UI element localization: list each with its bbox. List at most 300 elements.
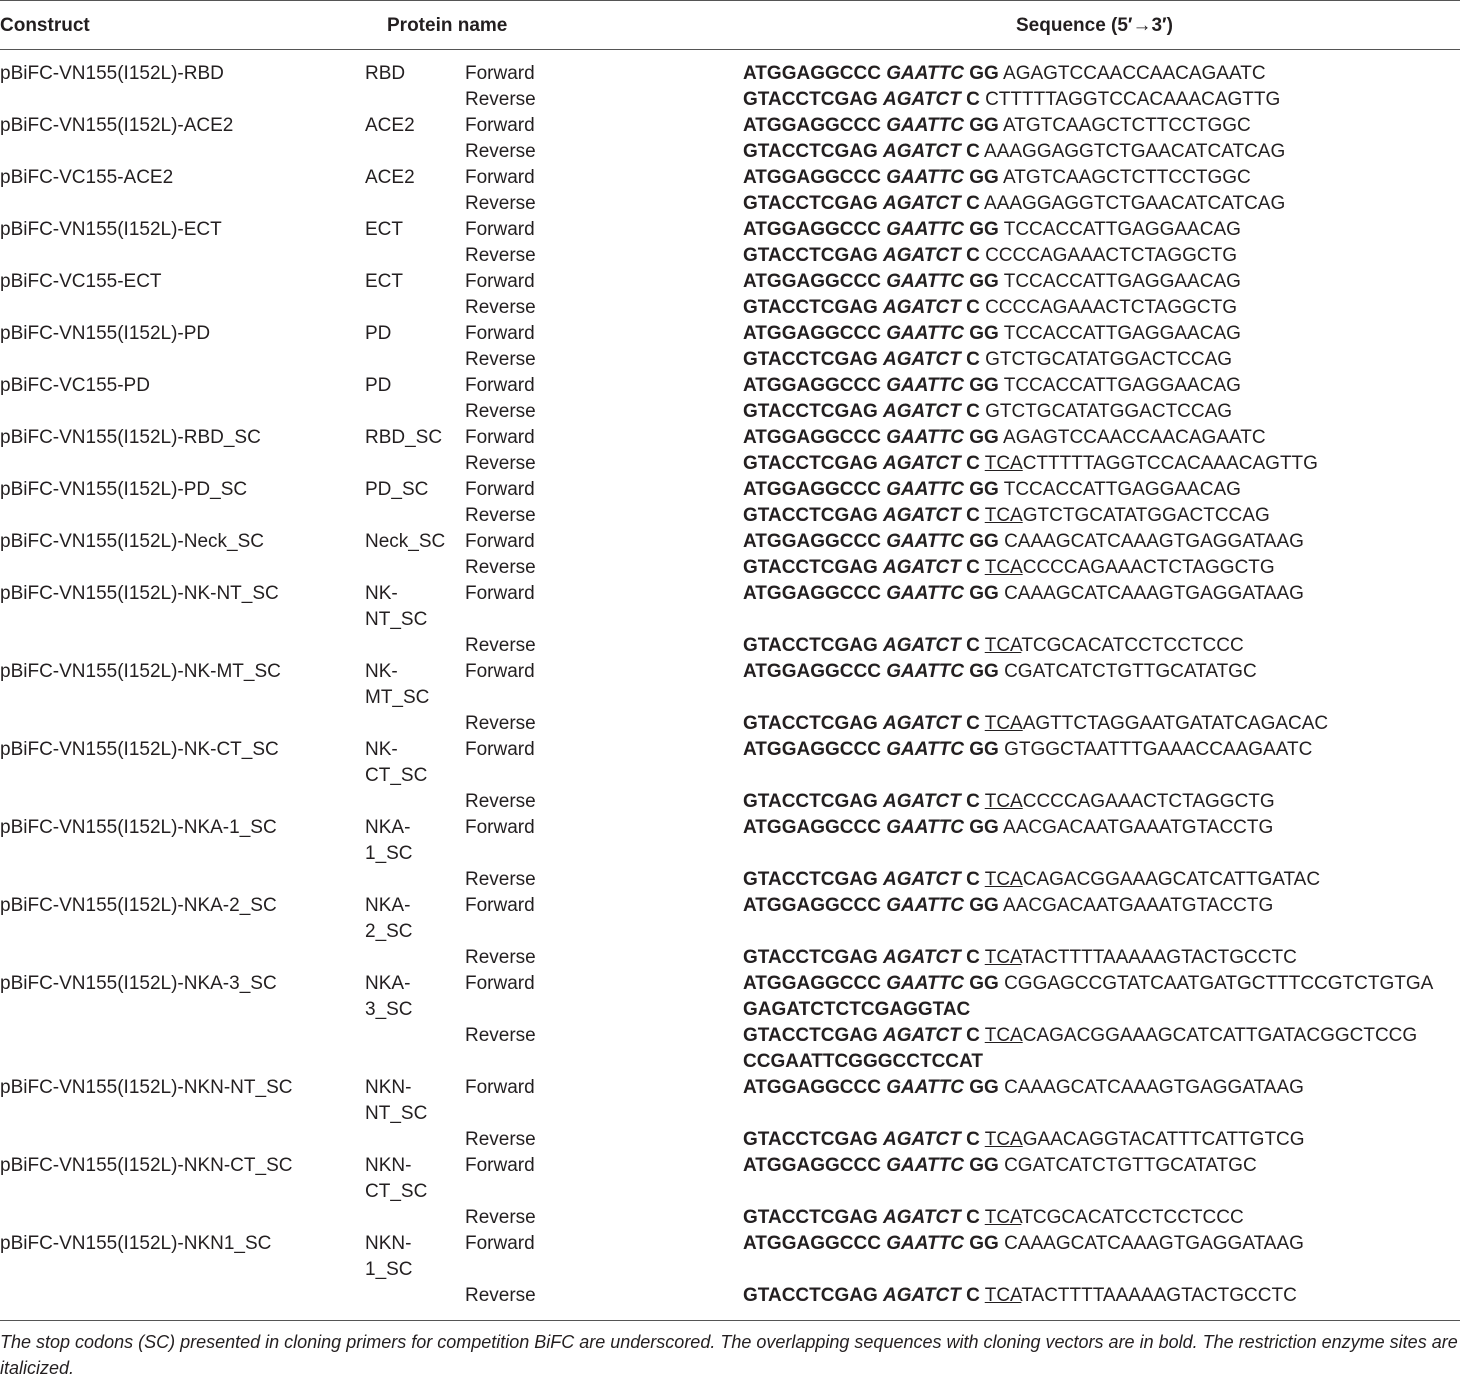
primer-sequence (743, 633, 1244, 659)
restriction-site: AGATCT (883, 89, 961, 110)
overlap-tail: C (966, 193, 980, 214)
overlap-tail: C (966, 453, 980, 474)
primer-direction-reverse: Reverse (465, 1025, 536, 1046)
primer-sequence (743, 477, 1241, 503)
primer-sequence (743, 789, 1275, 815)
stop-codon: TCA (984, 557, 1023, 578)
primer-direction-reverse: Reverse (465, 297, 536, 318)
restriction-site: AGATCT (883, 635, 961, 656)
protein-name-line: NK- (365, 661, 398, 682)
primer-sequence (743, 61, 1266, 87)
vector-overlap: GTACCTCGAG (743, 245, 878, 266)
protein-name-line: 2_SC (365, 921, 413, 942)
primer-sequence (743, 399, 1232, 425)
overlap-tail: GG (969, 1155, 999, 1176)
vector-overlap: ATGGAGGCCC (743, 63, 881, 84)
overlap-tail: C (966, 401, 980, 422)
restriction-site: AGATCT (883, 1025, 961, 1046)
primer-sequence (743, 893, 1273, 919)
overlap-tail: GG (969, 895, 999, 916)
restriction-site: AGATCT (883, 505, 961, 526)
vector-overlap: ATGGAGGCCC (743, 375, 881, 396)
protein-name (365, 1153, 427, 1205)
restriction-site: GAATTC (886, 271, 964, 292)
primer-sequence (743, 581, 1304, 607)
overlap-tail: C (966, 869, 980, 890)
primer-direction-reverse: Reverse (465, 1285, 536, 1306)
stop-codon: TCA (984, 1129, 1023, 1150)
primer-sequence (743, 1127, 1305, 1153)
primer-direction-reverse: Reverse (465, 245, 536, 266)
gene-specific-sequence: GTCTGCATATGGACTCCAG (1022, 505, 1270, 526)
protein-name (365, 425, 442, 451)
stop-codon: TCA (984, 791, 1023, 812)
protein-name-line: NT_SC (365, 609, 428, 630)
gene-specific-sequence: AGAGTCCAACCAACAGAATC (1003, 427, 1266, 448)
overlap-tail: C (966, 557, 980, 578)
vector-overlap: ATGGAGGCCC (743, 739, 881, 760)
vector-overlap: ATGGAGGCCC (743, 427, 881, 448)
restriction-site: GAATTC (886, 63, 964, 84)
restriction-site: AGATCT (883, 791, 961, 812)
vector-overlap: GTACCTCGAG (743, 869, 878, 890)
primer-sequence (743, 113, 1251, 139)
sequence-continuation: CCGAATTCGGGCCTCCAT (743, 1051, 983, 1072)
stop-codon: TCA (984, 869, 1023, 890)
overlap-tail: GG (969, 375, 999, 396)
primer-direction-reverse: Reverse (465, 349, 536, 370)
primer-sequence (743, 217, 1241, 243)
primer-sequence (743, 1205, 1244, 1231)
vector-overlap: ATGGAGGCCC (743, 1155, 881, 1176)
gene-specific-sequence: GTCTGCATATGGACTCCAG (985, 401, 1233, 422)
primer-direction-forward: Forward (465, 1077, 535, 1098)
protein-name (365, 477, 428, 503)
primer-sequence (743, 373, 1241, 399)
gene-specific-sequence: CAAAGCATCAAAGTGAGGATAAG (1004, 531, 1304, 552)
protein-name (365, 815, 413, 867)
vector-overlap: GTACCTCGAG (743, 349, 878, 370)
stop-codon: TCA (984, 635, 1022, 656)
gene-specific-sequence: AACGACAATGAAATGTACCTG (1003, 817, 1274, 838)
construct-name: pBiFC-VC155-ACE2 (0, 167, 174, 188)
restriction-site: AGATCT (883, 557, 961, 578)
primer-direction-forward: Forward (465, 219, 535, 240)
primer-direction-forward: Forward (465, 1233, 535, 1254)
primer-sequence (743, 451, 1318, 477)
vector-overlap: ATGGAGGCCC (743, 219, 881, 240)
restriction-site: GAATTC (886, 427, 964, 448)
protein-name-line: NKN- (365, 1233, 412, 1254)
overlap-tail: C (966, 1207, 980, 1228)
construct-name: pBiFC-VN155(I152L)-NKA-3_SC (0, 973, 277, 994)
restriction-site: GAATTC (886, 219, 964, 240)
vector-overlap: ATGGAGGCCC (743, 817, 881, 838)
construct-name: pBiFC-VN155(I152L)-NK-MT_SC (0, 661, 281, 682)
protein-name (365, 321, 391, 347)
vector-overlap: GTACCTCGAG (743, 947, 878, 968)
overlap-tail: GG (969, 479, 999, 500)
primer-direction-reverse: Reverse (465, 1129, 536, 1150)
primer-sequence (743, 321, 1241, 347)
vector-overlap: GTACCTCGAG (743, 1025, 878, 1046)
protein-name (365, 113, 415, 139)
vector-overlap: GTACCTCGAG (743, 557, 878, 578)
primer-sequence (743, 139, 1285, 165)
protein-name-line: NKA- (365, 973, 411, 994)
vector-overlap: GTACCTCGAG (743, 505, 878, 526)
gene-specific-sequence: TCCACCATTGAGGAACAG (1003, 375, 1241, 396)
gene-specific-sequence: GTGGCTAATTTGAAACCAAGAATC (1004, 739, 1313, 760)
protein-name-line: NT_SC (365, 1103, 428, 1124)
protein-name-line: NKN- (365, 1077, 412, 1098)
vector-overlap: ATGGAGGCCC (743, 323, 881, 344)
restriction-site: GAATTC (886, 531, 964, 552)
vector-overlap: ATGGAGGCCC (743, 973, 881, 994)
primer-direction-reverse: Reverse (465, 453, 536, 474)
overlap-tail: GG (969, 427, 999, 448)
primer-sequence (743, 815, 1273, 841)
overlap-tail: GG (969, 219, 999, 240)
protein-name (365, 893, 413, 945)
construct-name: pBiFC-VN155(I152L)-ACE2 (0, 115, 234, 136)
overlap-tail: GG (969, 739, 999, 760)
primer-direction-forward: Forward (465, 1155, 535, 1176)
primer-sequence (743, 347, 1232, 373)
restriction-site: AGATCT (883, 297, 961, 318)
primer-direction-forward: Forward (465, 271, 535, 292)
vector-overlap: GTACCTCGAG (743, 1285, 878, 1306)
vector-overlap: ATGGAGGCCC (743, 661, 881, 682)
primer-direction-forward: Forward (465, 479, 535, 500)
restriction-site: GAATTC (886, 973, 964, 994)
construct-name: pBiFC-VN155(I152L)-PD_SC (0, 479, 248, 500)
stop-codon: TCA (984, 1025, 1023, 1046)
stop-codon: TCA (984, 453, 1023, 474)
overlap-tail: C (966, 1025, 980, 1046)
protein-name-line: 3_SC (365, 999, 413, 1020)
primer-direction-forward: Forward (465, 817, 535, 838)
overlap-tail: C (966, 947, 980, 968)
protein-name-line: NK- (365, 739, 398, 760)
restriction-site: GAATTC (886, 167, 964, 188)
protein-name-line: ACE2 (365, 115, 415, 136)
gene-specific-sequence: AACGACAATGAAATGTACCTG (1003, 895, 1274, 916)
gene-specific-sequence: CAGACGGAAAGCATCATTGATAC (1022, 869, 1321, 890)
overlap-tail: GG (969, 1077, 999, 1098)
construct-name: pBiFC-VN155(I152L)-RBD (0, 63, 224, 84)
overlap-tail: GG (969, 531, 999, 552)
bottom-rule (0, 1320, 1460, 1321)
primer-direction-reverse: Reverse (465, 791, 536, 812)
overlap-tail: C (966, 297, 980, 318)
vector-overlap: GTACCTCGAG (743, 713, 878, 734)
protein-name (365, 269, 403, 295)
primer-direction-forward: Forward (465, 375, 535, 396)
primer-sequence (743, 1023, 1417, 1049)
vector-overlap: GTACCTCGAG (743, 1129, 878, 1150)
overlap-tail: GG (969, 1233, 999, 1254)
overlap-tail: C (966, 791, 980, 812)
construct-name: pBiFC-VN155(I152L)-ECT (0, 219, 222, 240)
overlap-tail: C (966, 245, 980, 266)
restriction-site: GAATTC (886, 375, 964, 396)
primer-sequence (743, 529, 1304, 555)
vector-overlap: GTACCTCGAG (743, 453, 878, 474)
overlap-tail: C (966, 1285, 980, 1306)
construct-name: pBiFC-VN155(I152L)-NKN-CT_SC (0, 1155, 293, 1176)
primer-direction-forward: Forward (465, 531, 535, 552)
gene-specific-sequence: AAAGGAGGTCTGAACATCATCAG (984, 141, 1286, 162)
overlap-tail: GG (969, 115, 999, 136)
restriction-site: AGATCT (883, 947, 961, 968)
primer-sequence (743, 659, 1257, 685)
restriction-site: GAATTC (886, 323, 964, 344)
construct-name: pBiFC-VN155(I152L)-PD (0, 323, 211, 344)
vector-overlap: ATGGAGGCCC (743, 479, 881, 500)
construct-name: pBiFC-VN155(I152L)-NKN1_SC (0, 1233, 272, 1254)
gene-specific-sequence: AGTTCTAGGAATGATATCAGACAC (1022, 713, 1329, 734)
protein-name (365, 1075, 427, 1127)
primer-sequence (743, 243, 1237, 269)
protein-name-line: 1_SC (365, 843, 413, 864)
gene-specific-sequence: TCCACCATTGAGGAACAG (1003, 479, 1241, 500)
restriction-site: GAATTC (886, 479, 964, 500)
protein-name-line: NKN- (365, 1155, 412, 1176)
vector-overlap: GTACCTCGAG (743, 791, 878, 812)
vector-overlap: GTACCTCGAG (743, 89, 878, 110)
gene-specific-sequence: CCCCAGAAACTCTAGGCTG (1022, 557, 1275, 578)
restriction-site: AGATCT (883, 453, 961, 474)
construct-name: pBiFC-VN155(I152L)-RBD_SC (0, 427, 261, 448)
primer-sequence (743, 165, 1251, 191)
vector-overlap: GTACCTCGAG (743, 635, 878, 656)
restriction-site: AGATCT (883, 193, 961, 214)
overlap-tail: GG (969, 323, 999, 344)
gene-specific-sequence: AGAGTCCAACCAACAGAATC (1003, 63, 1266, 84)
primer-sequence (743, 1231, 1304, 1257)
primer-direction-reverse: Reverse (465, 401, 536, 422)
primer-direction-forward: Forward (465, 167, 535, 188)
primer-direction-reverse: Reverse (465, 635, 536, 656)
restriction-site: AGATCT (883, 713, 961, 734)
protein-name-line: RBD_SC (365, 427, 443, 448)
gene-specific-sequence: CCCCAGAAACTCTAGGCTG (985, 245, 1238, 266)
restriction-site: AGATCT (883, 869, 961, 890)
protein-name-line: NKA- (365, 895, 411, 916)
primer-sequence (743, 711, 1328, 737)
header-rule (0, 49, 1460, 50)
gene-specific-sequence: CGATCATCTGTTGCATATGC (1004, 661, 1257, 682)
primer-direction-reverse: Reverse (465, 557, 536, 578)
restriction-site: AGATCT (883, 141, 961, 162)
construct-name: pBiFC-VN155(I152L)-Neck_SC (0, 531, 264, 552)
primer-direction-forward: Forward (465, 583, 535, 604)
overlap-tail: GG (969, 661, 999, 682)
primer-sequence (743, 1075, 1304, 1101)
protein-name (365, 1231, 413, 1283)
stop-codon: TCA (984, 713, 1023, 734)
gene-specific-sequence: CTTTTTAGGTCCACAAACAGTTG (985, 89, 1281, 110)
construct-name: pBiFC-VC155-ECT (0, 271, 162, 292)
restriction-site: AGATCT (883, 1129, 961, 1150)
restriction-site: GAATTC (886, 661, 964, 682)
primer-direction-forward: Forward (465, 661, 535, 682)
vector-overlap: ATGGAGGCCC (743, 1233, 881, 1254)
restriction-site: GAATTC (886, 1155, 964, 1176)
vector-overlap: GTACCTCGAG (743, 297, 878, 318)
protein-name-line: PD (365, 375, 392, 396)
primer-sequence (743, 503, 1270, 529)
primer-direction-forward: Forward (465, 63, 535, 84)
overlap-tail: C (966, 505, 980, 526)
overlap-tail: GG (969, 167, 999, 188)
restriction-site: GAATTC (886, 739, 964, 760)
gene-specific-sequence: CCCCAGAAACTCTAGGCTG (1022, 791, 1275, 812)
protein-name (365, 217, 403, 243)
primer-direction-reverse: Reverse (465, 713, 536, 734)
protein-name-line: ECT (365, 219, 403, 240)
protein-name (365, 581, 427, 633)
protein-name-line: 1_SC (365, 1259, 413, 1280)
protein-name (365, 61, 405, 87)
overlap-tail: C (966, 89, 980, 110)
overlap-tail: C (966, 713, 980, 734)
gene-specific-sequence: CGGAGCCGTATCAATGATGCTTTCCGTCTGTGA (1004, 973, 1434, 994)
primer-sequence (743, 555, 1275, 581)
overlap-tail: C (966, 1129, 980, 1150)
protein-name-line: CT_SC (365, 765, 428, 786)
gene-specific-sequence: CAAAGCATCAAAGTGAGGATAAG (1004, 583, 1304, 604)
overlap-tail: C (966, 635, 980, 656)
primer-direction-reverse: Reverse (465, 869, 536, 890)
protein-name-line: RBD (365, 63, 406, 84)
primer-direction-forward: Forward (465, 427, 535, 448)
restriction-site: AGATCT (883, 349, 961, 370)
primer-direction-forward: Forward (465, 895, 535, 916)
overlap-tail: GG (969, 817, 999, 838)
protein-name (365, 373, 391, 399)
primer-direction-forward: Forward (465, 323, 535, 344)
stop-codon: TCA (984, 1207, 1022, 1228)
header-protein-name: Protein name (387, 15, 508, 36)
primer-sequence (743, 737, 1312, 763)
primer-direction-reverse: Reverse (465, 1207, 536, 1228)
protein-name-line: NK- (365, 583, 398, 604)
gene-specific-sequence: TCCACCATTGAGGAACAG (1003, 219, 1241, 240)
primer-sequence (743, 867, 1320, 893)
protein-name (365, 737, 427, 789)
gene-specific-sequence: GTCTGCATATGGACTCCAG (985, 349, 1233, 370)
gene-specific-sequence: TCGCACATCCTCCTCCC (1021, 635, 1244, 656)
construct-name: pBiFC-VN155(I152L)-NK-CT_SC (0, 739, 279, 760)
primer-direction-reverse: Reverse (465, 505, 536, 526)
vector-overlap: ATGGAGGCCC (743, 167, 881, 188)
gene-specific-sequence: GAACAGGTACATTTCATTGTCG (1022, 1129, 1305, 1150)
protein-name-line: PD (365, 323, 392, 344)
gene-specific-sequence: AAAGGAGGTCTGAACATCATCAG (984, 193, 1286, 214)
primer-sequence (743, 87, 1280, 113)
protein-name (365, 659, 429, 711)
vector-overlap: ATGGAGGCCC (743, 583, 881, 604)
primer-sequence (743, 945, 1297, 971)
overlap-tail: C (966, 349, 980, 370)
vector-overlap: ATGGAGGCCC (743, 271, 881, 292)
restriction-site: GAATTC (886, 817, 964, 838)
overlap-tail: GG (969, 63, 999, 84)
gene-specific-sequence: CAAAGCATCAAAGTGAGGATAAG (1004, 1077, 1304, 1098)
protein-name-line: ACE2 (365, 167, 415, 188)
protein-name-line: NKA- (365, 817, 411, 838)
gene-specific-sequence: TCCACCATTGAGGAACAG (1003, 271, 1241, 292)
overlap-tail: GG (969, 973, 999, 994)
protein-name-line: Neck_SC (365, 531, 446, 552)
top-rule (0, 0, 1460, 1)
gene-specific-sequence: CAAAGCATCAAAGTGAGGATAAG (1004, 1233, 1304, 1254)
construct-name: pBiFC-VN155(I152L)-NKA-2_SC (0, 895, 277, 916)
overlap-tail: GG (969, 583, 999, 604)
vector-overlap: ATGGAGGCCC (743, 895, 881, 916)
protein-name (365, 529, 445, 555)
primer-direction-forward: Forward (465, 115, 535, 136)
primer-direction-reverse: Reverse (465, 141, 536, 162)
gene-specific-sequence: ATGTCAAGCTCTTCCTGGC (1003, 115, 1251, 136)
header-construct: Construct (0, 15, 90, 36)
primer-sequence (743, 1153, 1257, 1179)
primer-direction-reverse: Reverse (465, 947, 536, 968)
protein-name-line: ECT (365, 271, 403, 292)
overlap-tail: C (966, 141, 980, 162)
protein-name (365, 971, 413, 1023)
gene-specific-sequence: CGATCATCTGTTGCATATGC (1004, 1155, 1257, 1176)
stop-codon: TCA (984, 505, 1023, 526)
primer-sequence (743, 269, 1241, 295)
protein-name (365, 165, 415, 191)
primer-sequence (743, 425, 1266, 451)
table-footnote: The stop codons (SC) presented in cloning primers for competition BiFC are underscored. The overlapping sequences with cloning vectors are in bold. The restriction enzyme sites are italicized. (0, 1332, 1458, 1378)
construct-name: pBiFC-VN155(I152L)-NKN-NT_SC (0, 1077, 293, 1098)
primer-direction-reverse: Reverse (465, 193, 536, 214)
primer-direction-forward: Forward (465, 973, 535, 994)
restriction-site: GAATTC (886, 895, 964, 916)
vector-overlap: ATGGAGGCCC (743, 531, 881, 552)
construct-name: pBiFC-VN155(I152L)-NKA-1_SC (0, 817, 277, 838)
vector-overlap: GTACCTCGAG (743, 401, 878, 422)
restriction-site: AGATCT (883, 1207, 961, 1228)
stop-codon: TCA (984, 1285, 1022, 1306)
restriction-site: AGATCT (883, 401, 961, 422)
protein-name-line: MT_SC (365, 687, 430, 708)
primer-direction-forward: Forward (465, 739, 535, 760)
gene-specific-sequence: CCCCAGAAACTCTAGGCTG (985, 297, 1238, 318)
gene-specific-sequence: TACTTTTAAAAAGTACTGCCTC (1021, 947, 1297, 968)
gene-specific-sequence: TCCACCATTGAGGAACAG (1003, 323, 1241, 344)
restriction-site: GAATTC (886, 583, 964, 604)
restriction-site: AGATCT (883, 245, 961, 266)
gene-specific-sequence: CTTTTTAGGTCCACAAACAGTTG (1022, 453, 1318, 474)
construct-name: pBiFC-VC155-PD (0, 375, 150, 396)
sequence-continuation: GAGATCTCTCGAGGTAC (743, 999, 971, 1020)
vector-overlap: ATGGAGGCCC (743, 115, 881, 136)
primer-sequence (743, 191, 1285, 217)
vector-overlap: GTACCTCGAG (743, 193, 878, 214)
restriction-site: GAATTC (886, 1077, 964, 1098)
stop-codon: TCA (984, 947, 1022, 968)
restriction-site: GAATTC (886, 115, 964, 136)
overlap-tail: GG (969, 271, 999, 292)
vector-overlap: GTACCTCGAG (743, 1207, 878, 1228)
gene-specific-sequence: CAGACGGAAAGCATCATTGATACGGCTCCG (1022, 1025, 1418, 1046)
